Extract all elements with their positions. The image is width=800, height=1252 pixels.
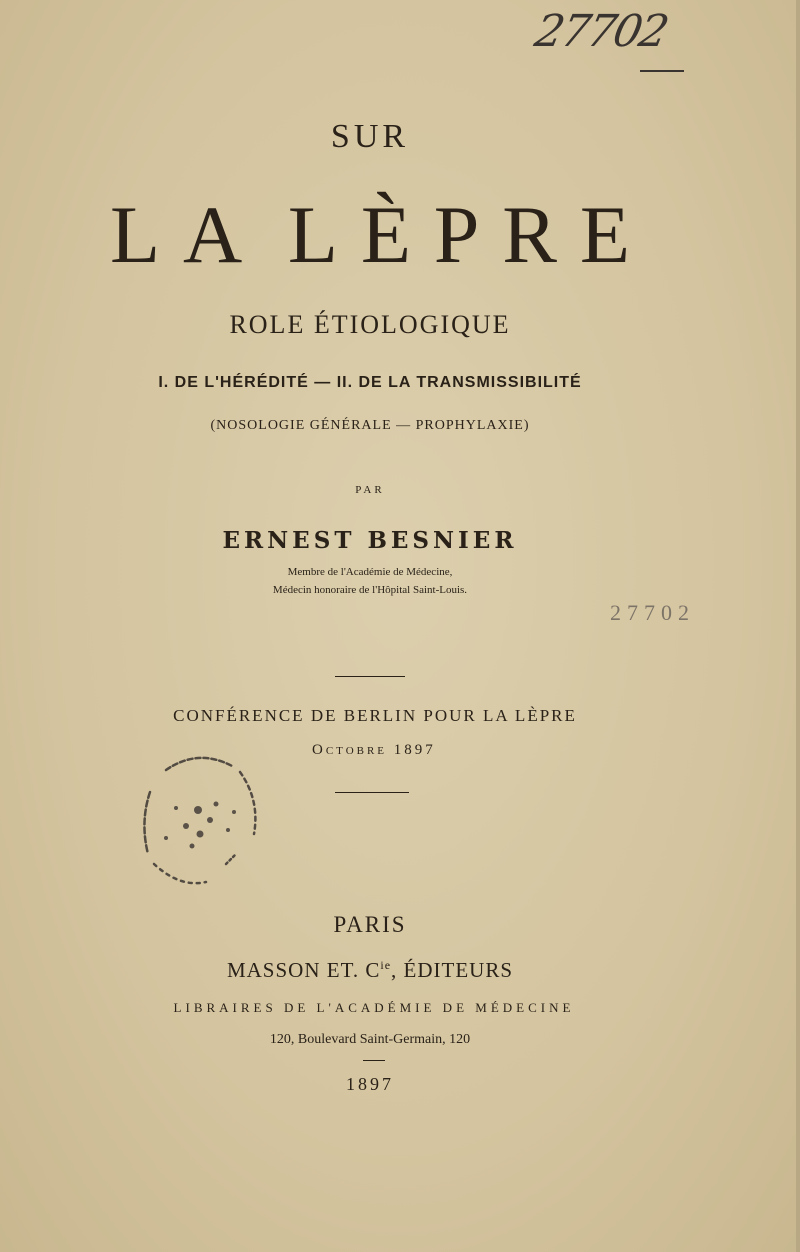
catalog-underline bbox=[640, 70, 684, 72]
publisher-name: MASSON ET. C bbox=[226, 958, 381, 982]
publication-year: 1897 bbox=[346, 1074, 394, 1094]
page-edge bbox=[796, 0, 800, 1252]
title-letter: L bbox=[287, 189, 338, 280]
conference-title: CONFÉRENCE DE BERLIN POUR LA LÈPRE bbox=[173, 706, 577, 725]
publisher-address: 120, Boulevard Saint-Germain, 120 bbox=[269, 1032, 471, 1047]
publisher bbox=[0, 958, 740, 983]
title-letter: A bbox=[182, 189, 243, 280]
divider bbox=[335, 676, 405, 677]
title-letter: E bbox=[579, 189, 630, 280]
parts-line: I. DE L'HÉRÉDITÉ — II. DE LA TRANSMISSIBILITÉ bbox=[158, 374, 582, 391]
main-title bbox=[110, 188, 630, 282]
publisher-role: , ÉDITEURS bbox=[391, 958, 514, 982]
divider bbox=[335, 792, 409, 793]
subjects-line: (NOSOLOGIE GÉNÉRALE — PROPHYLAXIE) bbox=[210, 418, 530, 433]
by-label: PAR bbox=[355, 484, 385, 496]
stamped-number: 27702 bbox=[610, 600, 695, 625]
subtitle: ROLE ÉTIOLOGIQUE bbox=[229, 310, 511, 339]
title-letter: L bbox=[110, 189, 161, 280]
publisher-line2: LIBRAIRES DE L'ACADÉMIE DE MÉDECINE bbox=[173, 1000, 575, 1015]
title-letter: È bbox=[360, 189, 411, 280]
author-credential: Médecin honoraire de l'Hôpital Saint-Louis. bbox=[272, 584, 468, 596]
title-letter: R bbox=[502, 189, 557, 280]
library-stamp-icon bbox=[136, 742, 262, 892]
conference-date: Octobre 1897 bbox=[312, 742, 436, 758]
title-letter: P bbox=[433, 189, 480, 280]
author-name: ERNEST BESNIER bbox=[222, 527, 518, 554]
divider bbox=[363, 1060, 385, 1061]
title-preposition: SUR bbox=[330, 118, 410, 155]
publisher-abbrev-sup: ie bbox=[380, 958, 392, 972]
publication-city: PARIS bbox=[333, 912, 407, 937]
author-credential: Membre de l'Académie de Médecine, bbox=[287, 566, 453, 578]
handwritten-catalog-number: 27702 bbox=[530, 6, 672, 57]
